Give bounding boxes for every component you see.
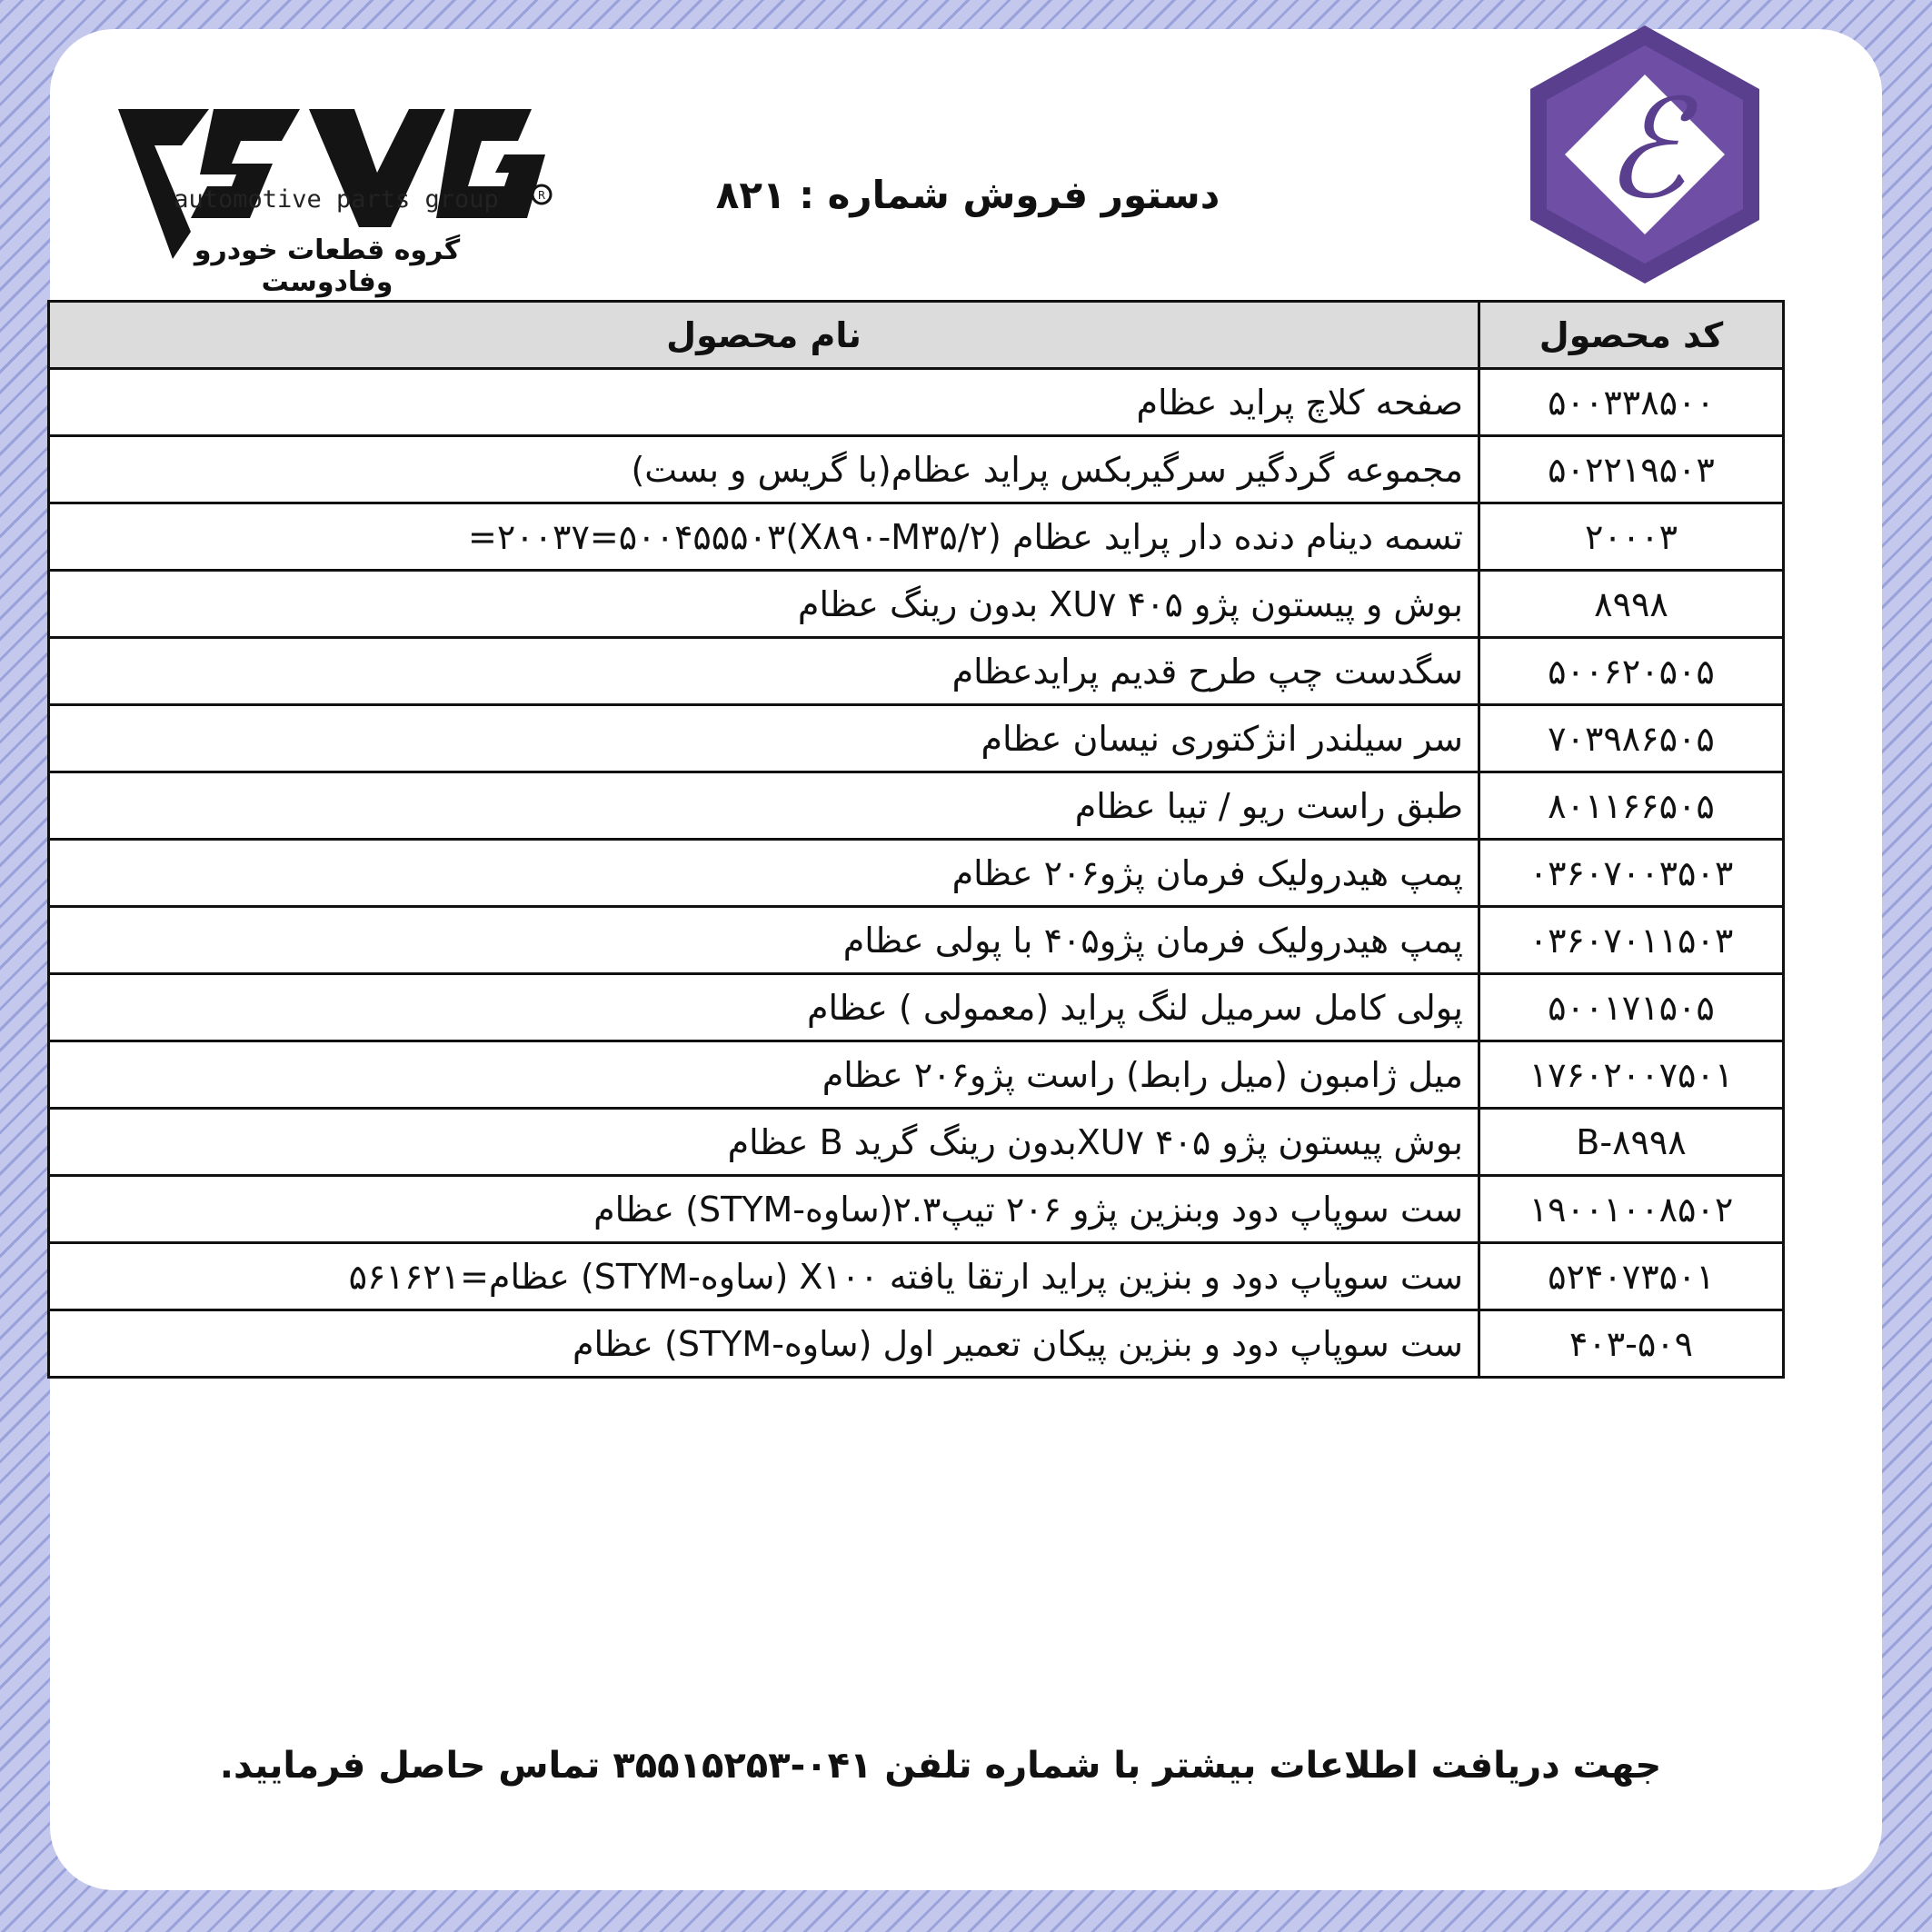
- product-name: سگدست چپ طرح قدیم پرایدعظام: [49, 638, 1479, 705]
- table-row: [49, 1176, 1784, 1243]
- product-name: پمپ هیدرولیک فرمان پژو۴۰۵ با پولی عظام: [49, 907, 1479, 974]
- product-code: ۸۹۹۸-B: [1479, 1109, 1784, 1176]
- table-row: [49, 772, 1784, 840]
- product-code: ۵۰۰۳۳۸۵۰۰: [1479, 369, 1784, 436]
- product-code: ۸۹۹۸: [1479, 571, 1784, 638]
- table-row: [49, 1109, 1784, 1176]
- product-code: ۵۰۰۶۲۰۵۰۵: [1479, 638, 1784, 705]
- table-header-row: [49, 302, 1784, 369]
- product-code: ۸۰۱۱۶۶۵۰۵: [1479, 772, 1784, 840]
- e-hexagon-logo: [1509, 18, 1781, 291]
- product-name: میل ژامبون (میل رابط) راست پژو۲۰۶ عظام: [49, 1041, 1479, 1109]
- product-name: صفحه کلاچ پراید عظام: [49, 369, 1479, 436]
- contact-footer: جهت دریافت اطلاعات بیشتر با شماره تلفن ۰۴۱-۳۵۵۱۵۲۵۳ تماس حاصل فرمایید.: [219, 1745, 1662, 1787]
- product-code: ۲۰۰۰۳: [1479, 503, 1784, 571]
- product-code: ۰۳۶۰۷۰۰۳۵۰۳: [1479, 840, 1784, 907]
- product-name: پولی کامل سرمیل لنگ پراید (معمولی ) عظام: [49, 974, 1479, 1041]
- table-row: [49, 571, 1784, 638]
- table-row: [49, 1041, 1784, 1109]
- product-code: ۱۹۰۰۱۰۰۸۵۰۲: [1479, 1176, 1784, 1243]
- page-title: دستور فروش شماره : ۸۲۱: [715, 173, 1220, 217]
- product-code: ۵۰۰۱۷۱۵۰۵: [1479, 974, 1784, 1041]
- table-row: [49, 436, 1784, 503]
- product-name: بوش و پیستون پژو ۴۰۵ XU۷ بدون رینگ عظام: [49, 571, 1479, 638]
- table-row: [49, 705, 1784, 772]
- products-table: [47, 300, 1785, 1379]
- product-code: ۴۰۳-۵۰۹: [1479, 1310, 1784, 1378]
- product-name: تسمه دینام دنده دار پراید عظام (X۸۹۰-M۳۵/۲)۲۰۰۳۷=۵۰۰۴۵۵۵۰۳=: [49, 503, 1479, 571]
- product-name: بوش پیستون پژو ۴۰۵ XU۷بدون رینگ گرید B عظام: [49, 1109, 1479, 1176]
- brand-name-fa: گروه قطعات خودرو وفادوست: [194, 234, 461, 298]
- product-name: پمپ هیدرولیک فرمان پژو۲۰۶ عظام: [49, 840, 1479, 907]
- table-row: [49, 840, 1784, 907]
- table-row: [49, 1310, 1784, 1378]
- svg-text:ℰ: ℰ: [1603, 71, 1687, 229]
- table-row: [49, 1243, 1784, 1310]
- product-name: ست سوپاپ دود وبنزین پژو ۲۰۶ تیپ۲.۳(ساوه-STYM) عظام: [49, 1176, 1479, 1243]
- product-name: ست سوپاپ دود و بنزین پیکان تعمیر اول (ساوه-STYM) عظام: [49, 1310, 1479, 1378]
- product-code: ۵۲۴۰۷۳۵۰۱: [1479, 1243, 1784, 1310]
- product-name: ست سوپاپ دود و بنزین پراید ارتقا یافته X۱۰۰ (ساوه-STYM) عظام=۵۶۱۶۲۱: [49, 1243, 1479, 1310]
- table-row: [49, 907, 1784, 974]
- table-row: [49, 503, 1784, 571]
- product-code: ۱۷۶۰۲۰۰۷۵۰۱: [1479, 1041, 1784, 1109]
- product-code: ۷۰۳۹۸۶۵۰۵: [1479, 705, 1784, 772]
- header-name: نام محصول: [49, 302, 1479, 369]
- table-row: [49, 638, 1784, 705]
- product-code: ۰۳۶۰۷۰۱۱۵۰۳: [1479, 907, 1784, 974]
- product-code: ۵۰۲۲۱۹۵۰۳: [1479, 436, 1784, 503]
- product-name: مجموعه گردگیر سرگیربکس پراید عظام(با گریس و بست): [49, 436, 1479, 503]
- table-row: [49, 974, 1784, 1041]
- svg-text:R: R: [537, 189, 546, 202]
- table-row: [49, 369, 1784, 436]
- product-name: سر سیلندر انژکتوری نیسان عظام: [49, 705, 1479, 772]
- product-name: طبق راست ریو / تیبا عظام: [49, 772, 1479, 840]
- header-code: کد محصول: [1479, 302, 1784, 369]
- brand-name-en: automotive parts group: [174, 185, 499, 214]
